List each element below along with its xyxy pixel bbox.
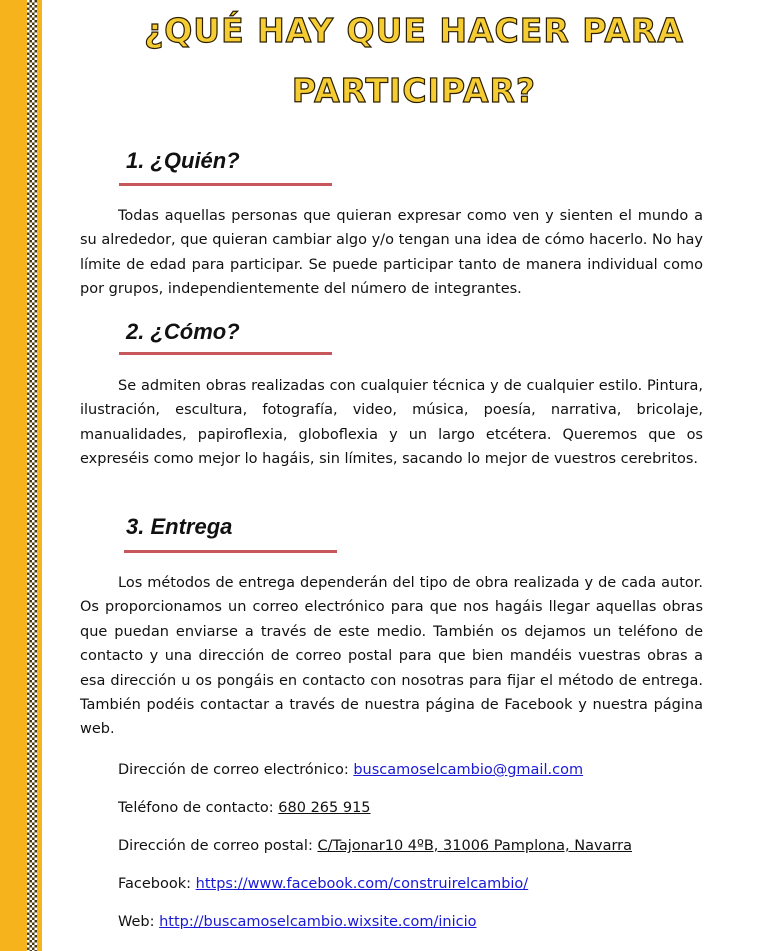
page-title: [60, 10, 768, 112]
section-divider: [124, 550, 337, 553]
section-paragraph-como: [80, 374, 703, 472]
section-heading-quien: 1. ¿Quién?: [126, 148, 240, 173]
section-paragraph-quien: [80, 204, 703, 302]
postal-address[interactable]: C/Tajonar10 4ºB, 31006 Pamplona, Navarra: [317, 838, 633, 854]
section-divider: [119, 352, 332, 355]
contact-email-label: Dirección de correo electrónico:: [118, 762, 349, 778]
phone-number[interactable]: 680 265 915: [278, 800, 371, 816]
contact-postal-label: Dirección de correo postal:: [118, 838, 313, 854]
section-paragraph-entrega: [80, 571, 703, 742]
page-title-line1: ¿QUÉ HAY QUE HACER PARA: [144, 11, 684, 50]
page-title-line2: PARTICIPAR?: [291, 71, 537, 110]
contact-phone-label: Teléfono de contacto:: [118, 800, 274, 816]
checkered-border-strip: [27, 0, 37, 951]
section-divider: [119, 183, 332, 186]
section-heading-como: 2. ¿Cómo?: [126, 319, 240, 344]
web-link[interactable]: http://buscamoselcambio.wixsite.com/inicio: [159, 914, 477, 930]
contact-facebook-row: [118, 874, 528, 894]
contact-postal-row: [118, 836, 632, 856]
facebook-link[interactable]: https://www.facebook.com/construirelcambio/: [195, 876, 529, 892]
section-heading-entrega: 3. Entrega: [126, 514, 233, 539]
contact-email-row: [118, 760, 583, 780]
contact-web-label: Web:: [118, 914, 155, 930]
contact-phone-row: [118, 798, 371, 818]
contact-facebook-label: Facebook:: [118, 876, 192, 892]
section-text: Los métodos de entrega dependerán del tipo de obra realizada y de cada autor. Os proporcionamos un correo electrónico para que nos hagáis llegar aquellas obras que puedan enviarse a través de este medio. También os dejamos un teléfono de contacto y una dirección de correo postal para que bien mandéis vuestras obras a esa dirección u os pongáis en contacto con nosotras para fijar el método de entrega. También podéis contactar a través de nuestra página de Facebook y nuestra página web.: [80, 575, 703, 738]
section-text: Se admiten obras realizadas con cualquier técnica y de cualquier estilo. Pintura, ilustración, escultura, fotografía, video, música, poesía, narrativa, bricolaje, manualidades, papiroflexia, globoflexia y un largo etcétera. Queremos que os expreséis como mejor lo hagáis, sin límites, sacando lo mejor de vuestros cerebritos.: [80, 378, 703, 468]
email-link[interactable]: buscamoselcambio@gmail.com: [353, 762, 584, 778]
contact-web-row: [118, 912, 477, 932]
section-text: Todas aquellas personas que quieran expresar como ven y sienten el mundo a su alrededor, que quieran cambiar algo y/o tengan una idea de cómo hacerlo. No hay límite de edad para participar. Se puede participar tanto de manera individual como por grupos, independientemente del número de integrantes.: [80, 208, 703, 298]
